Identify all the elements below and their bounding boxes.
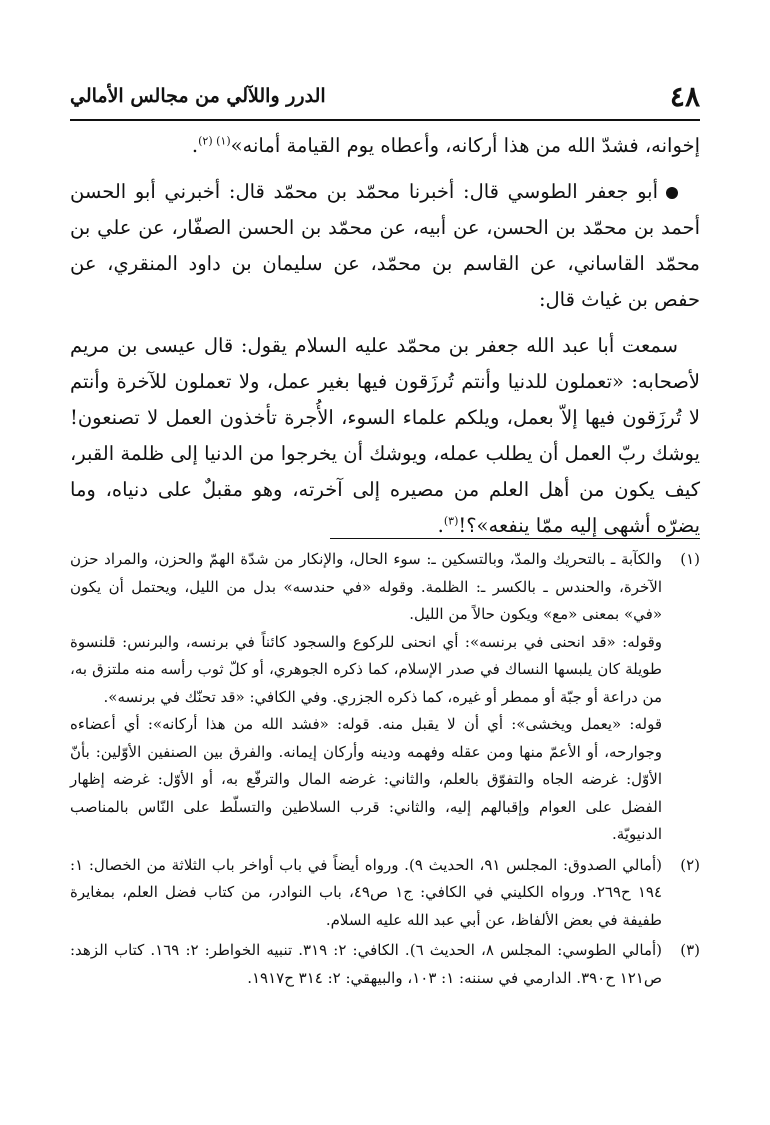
paragraph-1-text: إخوانه، فشدّ الله من هذا أركانه، وأعطاه يوم القيامة أمانه» bbox=[230, 134, 700, 157]
footnote-2-paragraph-1: (أمالي الصدوق: المجلس ٩١، الحديث ٩). ورواه أيضاً في باب أواخر باب الثلاثة من الخصال: ١: ١٩٤ ح٢٦٩. ورواه الكليني في الكافي: ج١ ص٤٩، باب النوادر، من كتاب فضل العلم، بمغايرة طفيفة في بعض الألفاظ، عن أبي عبد الله عليه السلام. bbox=[70, 855, 662, 929]
footnotes bbox=[70, 546, 700, 995]
header-rule bbox=[70, 119, 700, 121]
footnote-body bbox=[70, 546, 662, 849]
page-number: ٤٨ bbox=[669, 79, 700, 113]
footnote-3-paragraph-1: (أمالي الطوسي: المجلس ٨، الحديث ٦). الكافي: ٢: ٣١٩. تنبيه الخواطر: ٢: ١٦٩. كتاب الزهد: ص١٢١ ح٣٩٠. الدارمي في سننه: ١: ١٠٣، والبيهقي: ٢: ٣١٤ ح١٩١٧. bbox=[70, 941, 663, 987]
paragraph-2-text: أبو جعفر الطوسي قال: أخبرنا محمّد بن محمّد قال: أخبرني أبو الحسن أحمد بن محمّد بن الحسن، عن أبيه، عن محمّد بن الحسن الصفّار، عن علي بن محمّد القاساني، عن القاسم بن محمّد، عن سليمان بن داود المنقري، عن حفص بن غياث قال: bbox=[70, 180, 700, 311]
footnote-1-paragraph-3: قوله: «يعمل ويخشى»: أي أن لا يقبل منه. قوله: «فشد الله من هذا أركانه»: أي أعضاءه وجوارحه، أو الأعمّ منها ومن عقله وفهمه ودينه وأركان إيمانه. والفرق بين الصنفين الأوّلين: بأنّ الأوّل: غرضه الجاه والتفوّق بالعلم، والثاني: غرضه المال والترفّع به، أو الأوّل: غرضه إظهار الفضل على العوام وإقبالهم إليه، والثاني: قرب السلاطين والتسلّط على النّاس بالمناصب الدنيويّة. bbox=[70, 715, 662, 843]
footnote-ref-3: (٣) bbox=[443, 514, 459, 528]
footnote-body bbox=[70, 937, 662, 992]
footnote-1-paragraph-1: والكآبة ـ بالتحريك والمدّ، وبالتسكين ـ: سوء الحال، والإنكار من شدّة الهمّ والحزن، والمراد حزن الآخرة، والحندس ـ بالكسر ـ: الظلمة. وقوله «في حندسه» بدل من الليل، ويحتمل أن يكون «في» بمعنى «مع» ويكون حالاً من الليل. bbox=[70, 550, 662, 623]
footnote-refs-1-2: (١) (٢) bbox=[198, 134, 231, 148]
footnote-number: (٢) bbox=[680, 855, 700, 874]
footnote-1-paragraph-2: وقوله: «قد انحنى في برنسه»: أي انحنى للركوع والسجود كائناً في برنسه، والبرنس: قلنسوة طويلة كان يلبسها النساك في صدر الإسلام، كما ذكره الجوهري، أو كلّ ثوب رأسه منه ملتزق به، من دراعة أو جبّة أو ممطر أو غيره، كما ذكره الجزري. وفي الكافي: «قد تحنّك في برنسه». bbox=[70, 632, 662, 706]
footnote-2 bbox=[70, 852, 700, 935]
paragraph-3-end: . bbox=[437, 514, 444, 537]
running-title: الدرر واللآلي من مجالس الأمالي bbox=[70, 85, 326, 107]
footnote-number: (٣) bbox=[680, 941, 700, 959]
footnote-number: (١) bbox=[680, 550, 700, 568]
footnote-3 bbox=[70, 937, 700, 992]
paragraph-2 bbox=[70, 174, 700, 318]
main-text bbox=[70, 128, 700, 554]
paragraph-1: إخوانه، فشدّ الله من هذا أركانه، وأعطاه يوم القيامة أمانه»$^{(١) (٢)}$. bbox=[191, 134, 700, 157]
paragraph-3 bbox=[70, 328, 700, 544]
footnote-body bbox=[70, 852, 662, 935]
footnote-rule bbox=[330, 538, 700, 539]
footnote-1 bbox=[70, 546, 700, 849]
bullet-icon bbox=[666, 187, 678, 199]
paragraph-3-text: سمعت أبا عبد الله جعفر بن محمّد عليه السلام يقول: قال عيسى بن مريم لأصحابه: «تعملون للدنيا وأنتم تُرزَقون فيها بغير عمل، ولا تعملون للآخرة وأنتم لا تُرزَقون فيها إلاّ بعمل، ويلكم علماء السوء، الأُجرة تأخذون العمل لا تصنعون! يوشك ربّ العمل أن يطلب عمله، ويوشك أن يخرجوا من الدنيا إلى ظلمة القبر، كيف يكون من أهل العلم من مصيره إلى آخرته، وهو مقبلٌ على دنياه، وما يضرّه أشهى إليه ممّا ينفعه»؟! bbox=[70, 334, 700, 537]
page-header bbox=[70, 78, 700, 114]
